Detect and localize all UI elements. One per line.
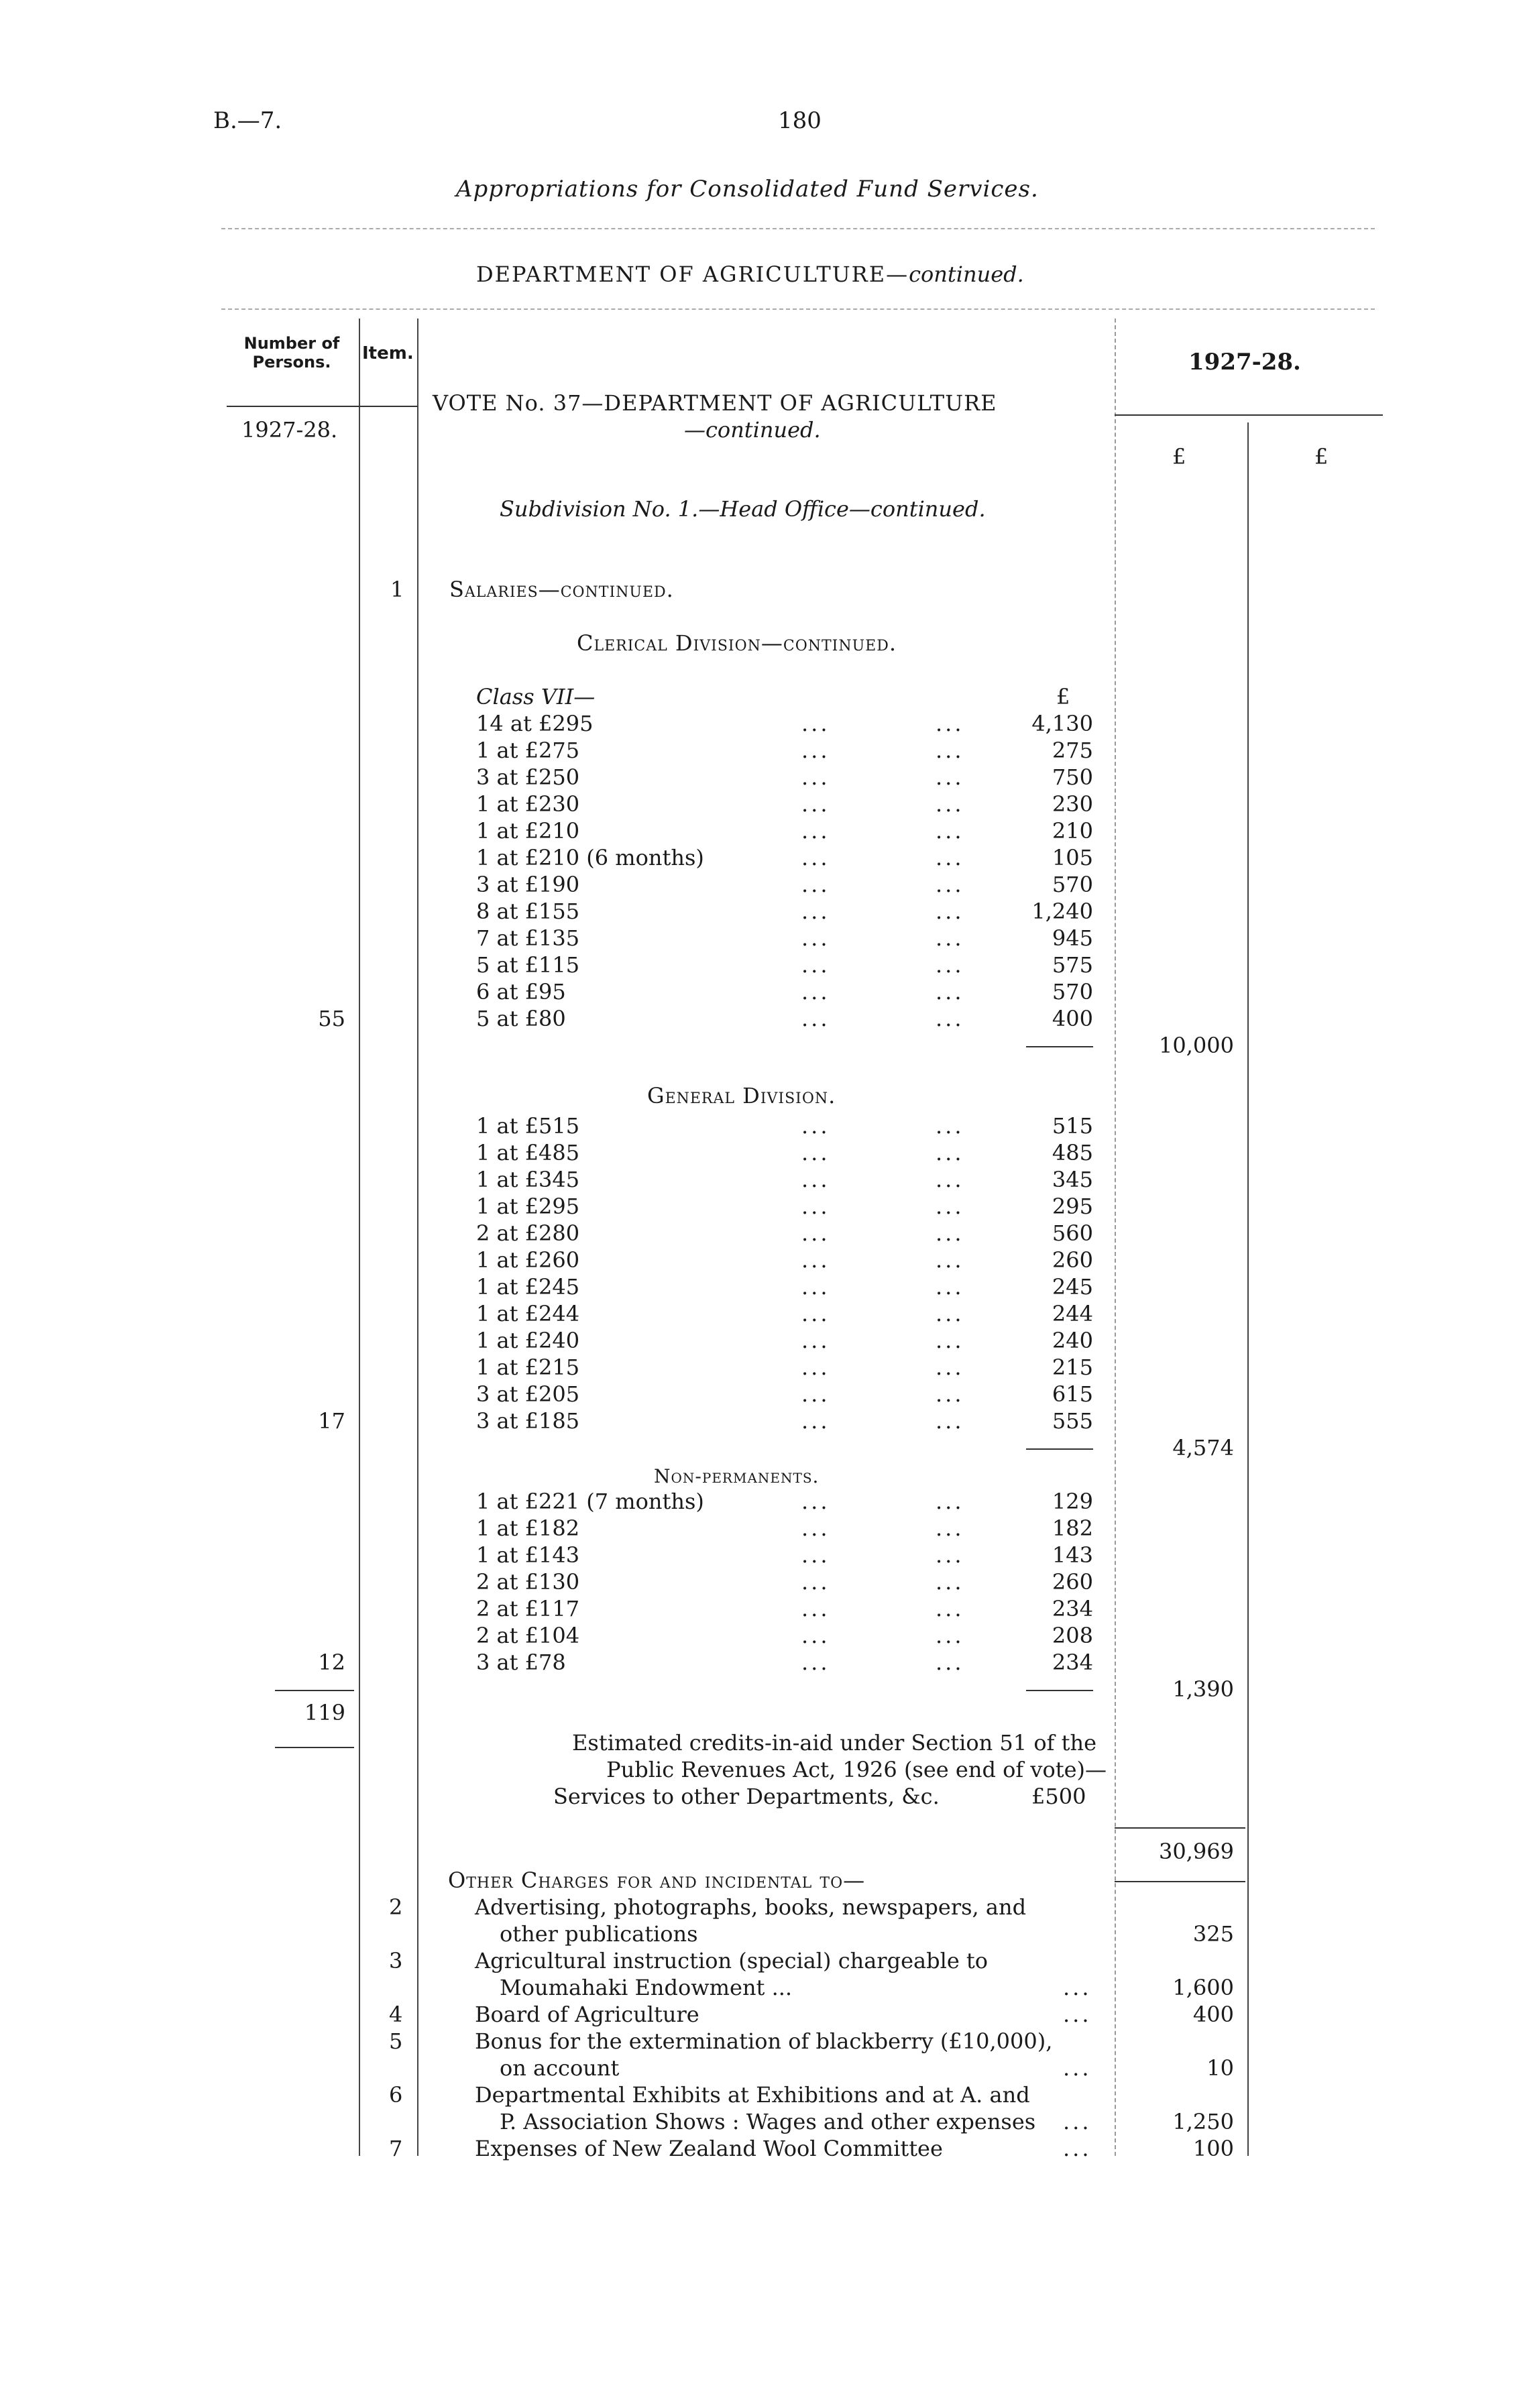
grand-total-rule-bottom xyxy=(1115,1881,1245,1882)
leader-dots: ... xyxy=(801,1113,830,1139)
nonperm-total: 1,390 xyxy=(1172,1676,1234,1702)
row-amount: 240 xyxy=(1052,1328,1093,1353)
row-amount: 260 xyxy=(1052,1247,1093,1273)
persons-total: 119 xyxy=(304,1700,345,1725)
department-continued: continued. xyxy=(909,262,1024,287)
leader-dots: ... xyxy=(1063,2109,1092,2134)
leader-dots: ... xyxy=(936,711,964,736)
leader-dots: ... xyxy=(936,1140,964,1165)
leader-dots: ... xyxy=(936,1355,964,1380)
row-description: 1 at £215 xyxy=(476,1355,580,1380)
charge-item-number: 6 xyxy=(389,2082,403,2108)
charge-item-number: 2 xyxy=(389,1894,403,1920)
leader-dots: ... xyxy=(936,738,964,763)
leader-dots: ... xyxy=(936,845,964,870)
leader-dots: ... xyxy=(801,1301,830,1326)
clerical-total: 10,000 xyxy=(1159,1033,1234,1058)
charge-description-cont: Moumahaki Endowment ... xyxy=(500,1975,793,2000)
leader-dots: ... xyxy=(936,1650,964,1675)
leader-dots: ... xyxy=(936,872,964,897)
row-amount: 485 xyxy=(1052,1140,1093,1165)
leader-dots: ... xyxy=(801,1194,830,1219)
row-amount: 245 xyxy=(1052,1274,1093,1300)
nonperm-heading: Non-permanents. xyxy=(654,1465,820,1487)
item-col-left xyxy=(359,319,360,2156)
row-amount: 143 xyxy=(1052,1542,1093,1568)
pound-col2: £ xyxy=(1314,444,1329,469)
row-description: 1 at £245 xyxy=(476,1274,580,1300)
leader-dots: ... xyxy=(1063,2136,1092,2161)
row-amount: 234 xyxy=(1052,1596,1093,1621)
leader-dots: ... xyxy=(1063,2055,1092,2081)
credits-line-1: Estimated credits-in-aid under Section 51 of the xyxy=(572,1730,1096,1756)
nonperm-persons: 12 xyxy=(318,1650,345,1675)
row-amount: 555 xyxy=(1052,1408,1093,1434)
persons-total-rule-bottom xyxy=(275,1747,354,1748)
amount-col-divider xyxy=(1247,422,1249,2156)
row-description: 1 at £345 xyxy=(476,1167,580,1192)
nonperm-subtotal-rule xyxy=(1026,1690,1093,1691)
leader-dots: ... xyxy=(1063,1975,1092,2000)
vote-title: VOTE No. 37—DEPARTMENT OF AGRICULTURE xyxy=(433,390,997,416)
charge-amount: 400 xyxy=(1192,2002,1234,2027)
row-description: 5 at £80 xyxy=(476,1006,566,1031)
leader-dots: ... xyxy=(801,1381,830,1407)
header-rule xyxy=(221,308,1375,310)
leader-dots: ... xyxy=(801,1650,830,1675)
credits-line-3: Services to other Departments, &c. xyxy=(553,1784,940,1809)
document-ref: B.—7. xyxy=(213,107,282,134)
number-of-persons-header: Number of Persons. xyxy=(243,334,340,371)
charge-amount: 1,250 xyxy=(1172,2109,1234,2134)
row-description: 1 at £210 (6 months) xyxy=(476,845,704,870)
general-persons: 17 xyxy=(318,1408,345,1434)
leader-dots: ... xyxy=(801,1328,830,1353)
leader-dots: ... xyxy=(936,764,964,790)
row-description: 1 at £244 xyxy=(476,1301,580,1326)
leader-dots: ... xyxy=(801,1596,830,1621)
grand-total-rule-top xyxy=(1115,1827,1245,1829)
row-amount: 234 xyxy=(1052,1650,1093,1675)
leader-dots: ... xyxy=(801,1006,830,1031)
row-description: 2 at £130 xyxy=(476,1569,580,1595)
salaries-item-number: 1 xyxy=(390,577,404,602)
leader-dots: ... xyxy=(801,711,830,736)
other-charges-heading: Other Charges for and incidental to— xyxy=(448,1868,866,1893)
credits-line-2: Public Revenues Act, 1926 (see end of vote)— xyxy=(606,1757,1107,1782)
row-amount: 105 xyxy=(1052,845,1093,870)
row-description: 1 at £295 xyxy=(476,1194,580,1219)
leader-dots: ... xyxy=(936,1113,964,1139)
leader-dots: ... xyxy=(801,899,830,924)
row-amount: 570 xyxy=(1052,872,1093,897)
leader-dots: ... xyxy=(936,1220,964,1246)
leader-dots: ... xyxy=(936,1194,964,1219)
row-description: 1 at £230 xyxy=(476,791,580,817)
row-description: 3 at £78 xyxy=(476,1650,566,1675)
leader-dots: ... xyxy=(936,1596,964,1621)
leader-dots: ... xyxy=(801,979,830,1005)
leader-dots: ... xyxy=(801,738,830,763)
leader-dots: ... xyxy=(936,1489,964,1514)
charge-amount: 1,600 xyxy=(1172,1975,1234,2000)
row-amount: 275 xyxy=(1052,738,1093,763)
leader-dots: ... xyxy=(936,925,964,951)
leader-dots: ... xyxy=(1063,2002,1092,2027)
row-description: 1 at £515 xyxy=(476,1113,580,1139)
row-description: 5 at £115 xyxy=(476,952,580,978)
row-description: 8 at £155 xyxy=(476,899,580,924)
charge-amount: 325 xyxy=(1192,1921,1234,1947)
department-heading xyxy=(476,262,1024,287)
department-name: DEPARTMENT OF AGRICULTURE— xyxy=(476,262,909,287)
row-amount: 182 xyxy=(1052,1515,1093,1541)
row-amount: 215 xyxy=(1052,1355,1093,1380)
leader-dots: ... xyxy=(936,1542,964,1568)
general-heading: General Division. xyxy=(647,1083,836,1108)
leader-dots: ... xyxy=(801,1515,830,1541)
row-description: 1 at £240 xyxy=(476,1328,580,1353)
row-amount: 244 xyxy=(1052,1301,1093,1326)
leader-dots: ... xyxy=(801,1569,830,1595)
leader-dots: ... xyxy=(801,1623,830,1648)
charge-description: Bonus for the extermination of blackberry (£10,000), xyxy=(475,2028,1053,2054)
leader-dots: ... xyxy=(936,1328,964,1353)
row-description: 3 at £250 xyxy=(476,764,580,790)
vote-continued: —continued. xyxy=(684,417,821,443)
leader-dots: ... xyxy=(936,1381,964,1407)
row-description: 1 at £260 xyxy=(476,1247,580,1273)
leader-dots: ... xyxy=(936,791,964,817)
row-amount: 230 xyxy=(1052,791,1093,817)
leader-dots: ... xyxy=(801,1220,830,1246)
leader-dots: ... xyxy=(936,952,964,978)
pound-col1: £ xyxy=(1172,444,1186,469)
leader-dots: ... xyxy=(801,1140,830,1165)
leader-dots: ... xyxy=(801,1274,830,1300)
row-amount: 295 xyxy=(1052,1194,1093,1219)
charge-description: Expenses of New Zealand Wool Committee xyxy=(475,2136,943,2161)
year-header-right: 1927-28. xyxy=(1188,349,1301,376)
leader-dots: ... xyxy=(801,872,830,897)
row-amount: 210 xyxy=(1052,818,1093,844)
row-description: 3 at £190 xyxy=(476,872,580,897)
row-amount: 575 xyxy=(1052,952,1093,978)
subdivision-heading: Subdivision No. 1.—Head Office—continued. xyxy=(500,496,986,522)
leader-dots: ... xyxy=(936,1408,964,1434)
charge-item-number: 3 xyxy=(389,1948,403,1973)
row-amount: 515 xyxy=(1052,1113,1093,1139)
page-number: 180 xyxy=(778,107,822,134)
page-title: Appropriations for Consolidated Fund Services. xyxy=(456,176,1039,203)
leader-dots: ... xyxy=(801,845,830,870)
title-rule xyxy=(221,228,1375,229)
item-col-right xyxy=(417,319,418,2156)
leader-dots: ... xyxy=(936,1301,964,1326)
row-amount: 260 xyxy=(1052,1569,1093,1595)
year-header-left: 1927-28. xyxy=(241,417,338,443)
charge-item-number: 7 xyxy=(389,2136,403,2161)
general-total: 4,574 xyxy=(1172,1435,1234,1460)
leader-dots: ... xyxy=(801,791,830,817)
leader-dots: ... xyxy=(801,1489,830,1514)
row-amount: 615 xyxy=(1052,1381,1093,1407)
row-amount: 208 xyxy=(1052,1623,1093,1648)
row-amount: 750 xyxy=(1052,764,1093,790)
leader-dots: ... xyxy=(936,1274,964,1300)
leader-dots: ... xyxy=(801,764,830,790)
row-amount: 945 xyxy=(1052,925,1093,951)
leader-dots: ... xyxy=(936,1569,964,1595)
row-description: 1 at £143 xyxy=(476,1542,580,1568)
charge-item-number: 4 xyxy=(389,2002,403,2027)
salaries-label: Salaries—continued. xyxy=(449,577,674,602)
row-description: 1 at £221 (7 months) xyxy=(476,1489,704,1514)
leader-dots: ... xyxy=(801,1167,830,1192)
row-description: 1 at £210 xyxy=(476,818,580,844)
row-amount: 570 xyxy=(1052,979,1093,1005)
row-amount: 4,130 xyxy=(1031,711,1093,736)
leader-dots: ... xyxy=(936,979,964,1005)
row-amount: 345 xyxy=(1052,1167,1093,1192)
leader-dots: ... xyxy=(936,1006,964,1031)
charge-item-number: 5 xyxy=(389,2028,403,2054)
leader-dots: ... xyxy=(936,1167,964,1192)
row-description: 2 at £117 xyxy=(476,1596,580,1621)
charge-description: Agricultural instruction (special) chargeable to xyxy=(475,1948,989,1973)
salaries-grand-total: 30,969 xyxy=(1159,1839,1234,1864)
row-amount: 129 xyxy=(1052,1489,1093,1514)
leader-dots: ... xyxy=(801,1408,830,1434)
leader-dots: ... xyxy=(801,1355,830,1380)
row-amount: 560 xyxy=(1052,1220,1093,1246)
charge-amount: 100 xyxy=(1192,2136,1234,2161)
item-header: Item. xyxy=(362,343,414,363)
leader-dots: ... xyxy=(936,1623,964,1648)
row-description: 2 at £280 xyxy=(476,1220,580,1246)
row-description: 1 at £182 xyxy=(476,1515,580,1541)
row-description: 1 at £275 xyxy=(476,738,580,763)
clerical-subtotal-rule xyxy=(1026,1046,1093,1047)
leader-dots: ... xyxy=(801,1247,830,1273)
charge-description: Board of Agriculture xyxy=(475,2002,699,2027)
general-subtotal-rule xyxy=(1026,1448,1093,1450)
persons-header-rule xyxy=(227,406,418,407)
charge-description: Departmental Exhibits at Exhibitions and at A. and xyxy=(475,2082,1030,2108)
clerical-pound: £ xyxy=(1056,684,1070,709)
year-header-rule xyxy=(1115,414,1383,416)
clerical-heading: Clerical Division—continued. xyxy=(577,630,897,656)
leader-dots: ... xyxy=(801,952,830,978)
amount-col-left xyxy=(1115,319,1116,2156)
row-description: 7 at £135 xyxy=(476,925,580,951)
row-description: 1 at £485 xyxy=(476,1140,580,1165)
leader-dots: ... xyxy=(936,818,964,844)
charge-description: Advertising, photographs, books, newspapers, and xyxy=(475,1894,1027,1920)
class-label: Class VII— xyxy=(476,684,596,709)
row-description: 14 at £295 xyxy=(476,711,594,736)
leader-dots: ... xyxy=(936,899,964,924)
row-description: 2 at £104 xyxy=(476,1623,580,1648)
row-description: 3 at £185 xyxy=(476,1408,580,1434)
row-description: 3 at £205 xyxy=(476,1381,580,1407)
leader-dots: ... xyxy=(801,1542,830,1568)
leader-dots: ... xyxy=(801,925,830,951)
leader-dots: ... xyxy=(936,1515,964,1541)
persons-total-rule-top xyxy=(275,1690,354,1691)
row-description: 6 at £95 xyxy=(476,979,566,1005)
row-amount: 1,240 xyxy=(1031,899,1093,924)
charge-description-cont: other publications xyxy=(500,1921,698,1947)
charge-description-cont: on account xyxy=(500,2055,620,2081)
leader-dots: ... xyxy=(936,1247,964,1273)
charge-description-cont: P. Association Shows : Wages and other expenses xyxy=(500,2109,1036,2134)
credits-amount: £500 xyxy=(1031,1784,1086,1809)
leader-dots: ... xyxy=(801,818,830,844)
clerical-persons: 55 xyxy=(318,1006,345,1031)
row-amount: 400 xyxy=(1052,1006,1093,1031)
charge-amount: 10 xyxy=(1206,2055,1234,2081)
